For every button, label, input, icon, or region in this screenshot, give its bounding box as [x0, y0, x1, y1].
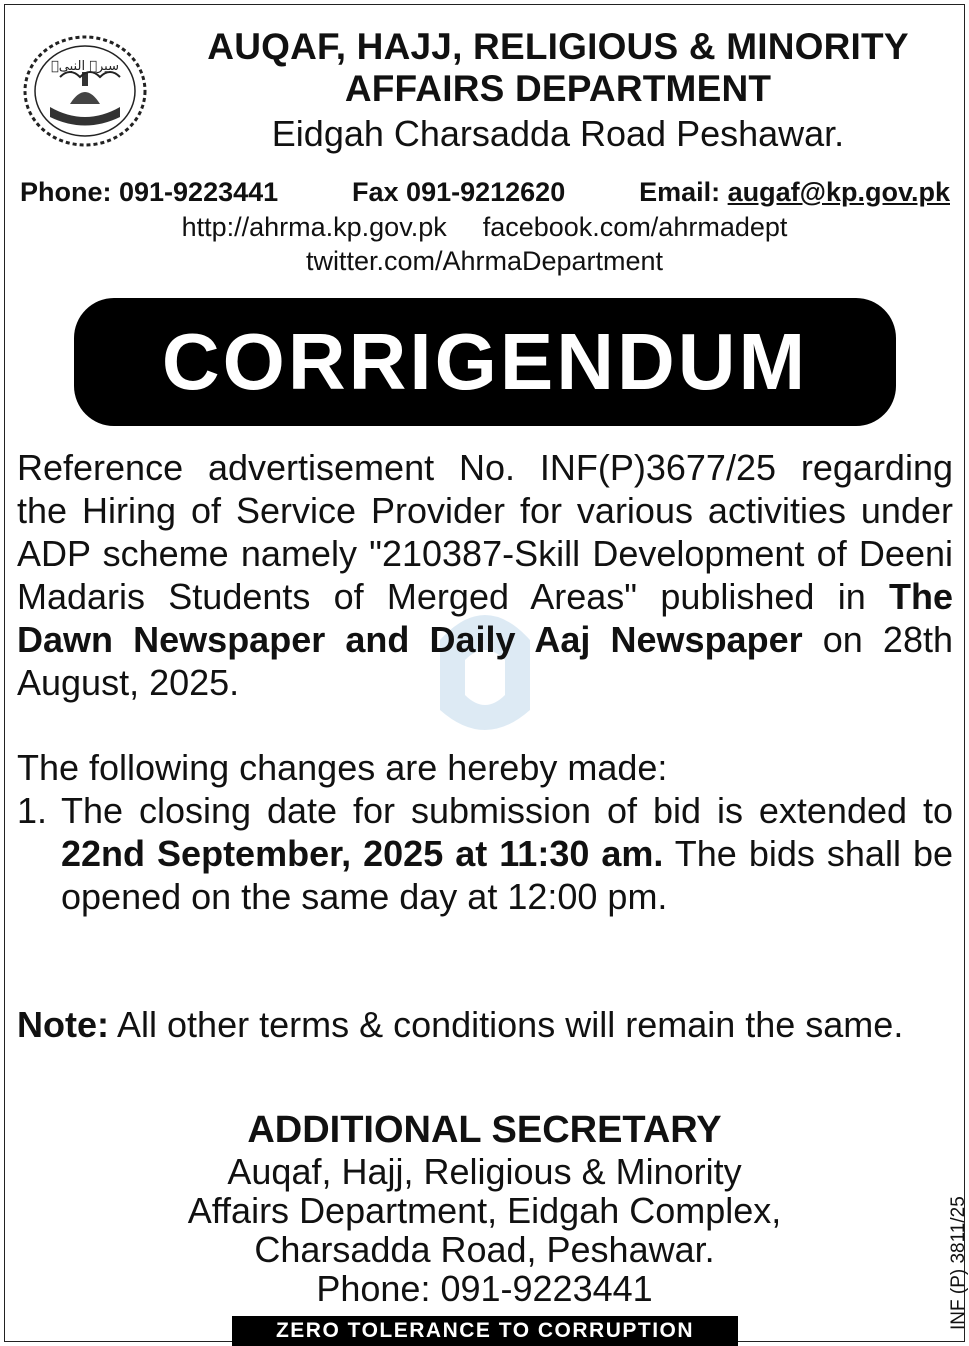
- signatory-phone: Phone: 091-9223441: [316, 1268, 653, 1309]
- contact-line: [20, 177, 950, 208]
- signatory-line-2: Affairs Department, Eidgah Complex,: [187, 1190, 782, 1231]
- twitter-link[interactable]: twitter.com/AhrmaDepartment: [305, 246, 664, 276]
- closing-date: 22nd September, 2025 at 11:30 am.: [61, 833, 664, 874]
- reference-paragraph: [17, 446, 953, 704]
- item-text-2: The bids shall be opened on the same day at 12:00 pm.: [61, 833, 953, 917]
- banner-title: CORRIGENDUM: [161, 317, 809, 406]
- department-title: [158, 26, 958, 110]
- twitter-line: [0, 246, 969, 277]
- ref-text-2: on 28th August, 2025.: [17, 619, 953, 703]
- ref-newspapers: The Dawn Newspaper and Daily Aaj Newspaper: [17, 576, 953, 660]
- department-address: Eidgah Charsadda Road Peshawar.: [271, 113, 845, 154]
- seal-icon: [20, 32, 150, 150]
- note-paragraph: [17, 1003, 953, 1046]
- zero-tolerance-bar: ZERO TOLERANCE TO CORRUPTION: [232, 1316, 738, 1346]
- list-item: [17, 789, 953, 918]
- corrigendum-banner: [74, 298, 896, 426]
- facebook-link[interactable]: facebook.com/ahrmadept: [482, 212, 788, 242]
- note-text: All other terms & conditions will remain the same.: [109, 1004, 904, 1045]
- email-block: [639, 177, 950, 208]
- list-text: [61, 789, 953, 918]
- signatory-title: ADDITIONAL SECRETARY: [247, 1109, 722, 1151]
- fax-number: Fax 091-9212620: [352, 177, 566, 207]
- item-text-1: The closing date for submission of bid is extended to: [61, 790, 953, 831]
- department-logo: [20, 32, 150, 150]
- note-label: Note:: [17, 1004, 109, 1045]
- changes-intro: The following changes are hereby made:: [17, 747, 668, 788]
- title-line-2: AFFAIRS DEPARTMENT: [344, 68, 772, 109]
- title-line-1: AUQAF, HAJJ, RELIGIOUS & MINORITY: [207, 26, 909, 67]
- email-label: Email:: [639, 177, 721, 207]
- signatory-line-1: Auqaf, Hajj, Religious & Minority: [227, 1151, 742, 1192]
- website-link[interactable]: http://ahrma.kp.gov.pk: [181, 212, 447, 242]
- svg-text:سیرۃ النبیؐ: سیرۃ النبیؐ: [51, 59, 119, 74]
- signatory-line-3: Charsadda Road, Peshawar.: [254, 1229, 715, 1270]
- signature-block: [0, 1108, 969, 1308]
- ref-text-1: Reference advertisement No. INF(P)3677/25 regarding the Hiring of Service Provider for various activities under ADP scheme namely "210387-Skill Development of Deeni Madaris Students of Merged Areas" published in: [17, 447, 953, 617]
- phone-number: Phone: 091-9223441: [20, 177, 279, 207]
- list-number: 1.: [17, 790, 48, 831]
- email-link[interactable]: augaf@kp.gov.pk: [727, 177, 950, 207]
- web-links: [0, 212, 969, 243]
- inf-reference-code: INF (P) 3811/25: [948, 1196, 969, 1330]
